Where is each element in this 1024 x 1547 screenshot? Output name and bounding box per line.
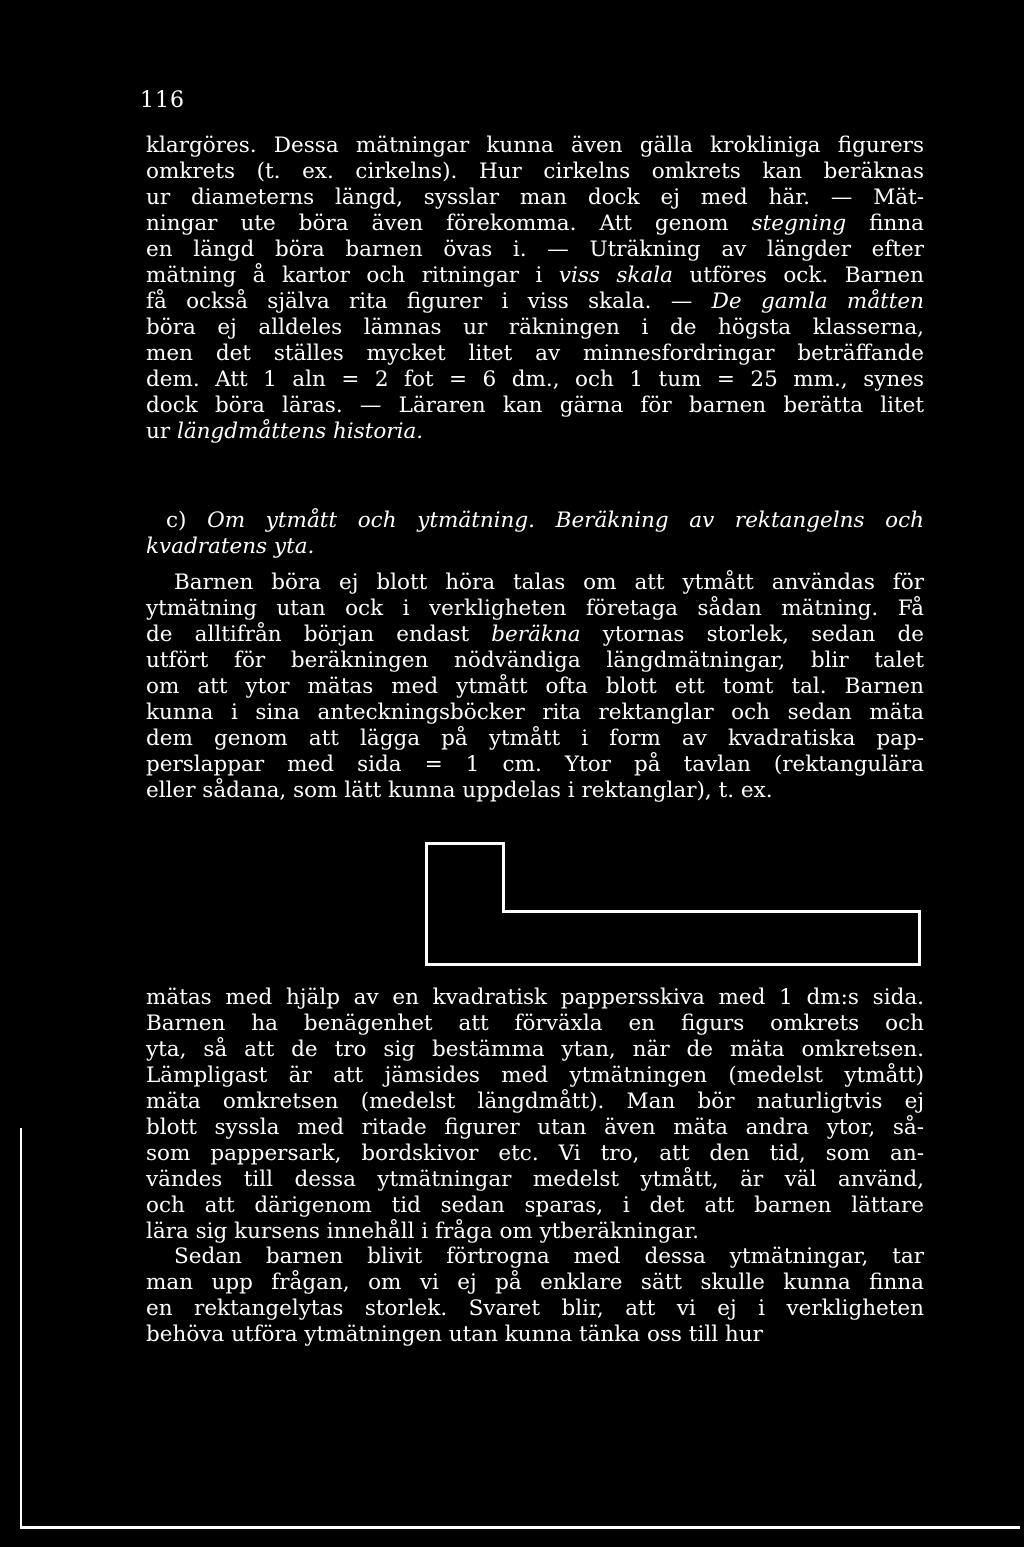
text-line	[146, 534, 924, 560]
paragraph-area-measurement	[146, 570, 924, 804]
paragraph-perimeter-vs-area	[146, 985, 924, 1245]
text-run: som pappersark, bordskivor etc. Vi tro, att den tid, som an-	[146, 1141, 924, 1166]
text-line	[146, 985, 924, 1011]
page-number: 116	[140, 88, 185, 113]
text-line	[146, 1270, 924, 1296]
text-line	[146, 237, 924, 263]
text-run: klargöres. Dessa mätningar kunna även gälla krokliniga figurers	[146, 133, 924, 158]
text-run: utfört för beräkningen nödvändiga längdmätningar, blir talet	[146, 648, 924, 673]
text-run: perslappar med sida = 1 cm. Ytor på tavlan (rektangulära	[146, 752, 924, 777]
text-line	[146, 133, 924, 159]
paragraph-length-measurement	[146, 133, 924, 445]
italic-text: längdmåttens historia.	[176, 419, 424, 444]
text-line	[146, 289, 924, 315]
text-line	[146, 1193, 924, 1219]
italic-text: Om ytmått och ytmätning. Beräkning av rektangelns och	[207, 508, 924, 533]
text-run: lära sig kursens innehåll i fråga om ytberäkningar.	[146, 1219, 699, 1244]
text-line	[146, 185, 924, 211]
text-run: ningar ute böra även förekomma. Att genom	[146, 211, 752, 236]
text-run: dock böra läras. — Läraren kan gärna för barnen berätta litet	[146, 393, 924, 418]
text-run: böra ej alldeles lämnas ur räkningen i de högsta klasserna,	[146, 315, 924, 340]
text-run: ytornas storlek, sedan de	[580, 622, 924, 647]
text-run: blott syssla med ritade figurer utan även mäta andra ytor, så-	[146, 1115, 924, 1140]
text-line	[146, 508, 924, 534]
text-run: man upp frågan, om vi ej på enklare sätt skulle kunna finna	[146, 1270, 924, 1295]
text-line	[146, 341, 924, 367]
text-run: c)	[166, 508, 208, 533]
text-run: om att ytor mätas med ytmått ofta blott ett tomt tal. Barnen	[146, 674, 924, 699]
text-run: Sedan barnen blivit förtrogna med dessa ytmätningar, tar	[174, 1244, 924, 1269]
text-line	[146, 596, 924, 622]
text-run: Barnen ha benägenhet att förväxla en figurs omkrets och	[146, 1011, 924, 1036]
text-line	[146, 1037, 924, 1063]
text-run: ytmätning utan ock i verkligheten företaga sådan mätning. Få	[146, 596, 924, 621]
text-line	[146, 1063, 924, 1089]
text-run: Barnen böra ej blott höra talas om att ytmått användas för	[174, 570, 924, 595]
text-run: de alltifrån början endast	[146, 622, 492, 647]
text-run: omkrets (t. ex. cirkelns). Hur cirkelns omkrets kan beräknas	[146, 159, 924, 184]
text-line	[146, 393, 924, 419]
text-line	[146, 1296, 924, 1322]
scan-edge-left	[20, 1128, 22, 1528]
text-run: en rektangelytas storlek. Svaret blir, att vi ej i verkligheten	[146, 1296, 924, 1321]
text-line	[146, 1244, 924, 1270]
text-line	[146, 622, 924, 648]
text-run: behöva utföra ytmätningen utan kunna tänka oss till hur	[146, 1322, 763, 1347]
text-line	[146, 752, 924, 778]
text-run: mätas med hjälp av en kvadratisk pappersskiva med 1 dm:s sida.	[146, 985, 924, 1010]
text-run: vändes till dessa ytmätningar medelst ytmått, är väl använd,	[146, 1167, 924, 1192]
text-run: Lämpligast är att jämsides med ytmätningen (medelst ytmått)	[146, 1063, 924, 1088]
text-run: dem genom att lägga på ytmått i form av kvadratiska pap-	[146, 726, 924, 751]
text-run: få också själva rita figurer i viss skala. —	[146, 289, 712, 314]
text-run: kunna i sina anteckningsböcker rita rektanglar och sedan mäta	[146, 700, 924, 725]
text-line	[146, 648, 924, 674]
text-line	[146, 778, 924, 804]
italic-text: kvadratens yta.	[146, 534, 315, 559]
text-line	[146, 315, 924, 341]
text-line	[146, 1141, 924, 1167]
text-line	[146, 1089, 924, 1115]
text-run: ur diameterns längd, sysslar man dock ej med här. — Mät-	[146, 185, 924, 210]
text-line	[146, 159, 924, 185]
text-line	[146, 726, 924, 752]
text-run: mätning å kartor och ritningar i	[146, 263, 559, 288]
text-run: mäta omkretsen (medelst längdmått). Man bör naturligtvis ej	[146, 1089, 924, 1114]
scan-edge-bottom	[20, 1526, 1020, 1529]
text-line	[146, 1011, 924, 1037]
text-line	[146, 367, 924, 393]
text-line	[146, 700, 924, 726]
text-line	[146, 263, 924, 289]
text-line	[146, 211, 924, 237]
text-line	[146, 570, 924, 596]
text-line	[146, 674, 924, 700]
italic-text: viss skala	[558, 263, 673, 288]
italic-text: stegning	[751, 211, 847, 236]
text-run: eller sådana, som lätt kunna uppdelas i rektanglar), t. ex.	[146, 778, 773, 803]
italic-text: De gamla måtten	[711, 289, 924, 314]
text-line	[146, 419, 924, 445]
text-run: och att därigenom tid sedan sparas, i det att barnen lättare	[146, 1193, 924, 1218]
text-run: dem. Att 1 aln = 2 fot = 6 dm., och 1 tum = 25 mm., synes	[146, 367, 924, 392]
text-run: men det ställes mycket litet av minnesfordringar beträffande	[146, 341, 924, 366]
text-run: yta, så att de tro sig bestämma ytan, när de mäta omkretsen.	[146, 1037, 924, 1062]
text-run: ur	[146, 419, 177, 444]
section-heading-c	[146, 508, 924, 560]
text-run: en längd böra barnen övas i. — Uträkning av längder efter	[146, 237, 924, 262]
l-shape-figure	[425, 842, 921, 966]
text-line	[146, 1219, 924, 1245]
italic-text: beräkna	[491, 622, 581, 647]
text-line	[146, 1167, 924, 1193]
text-run: finna	[846, 211, 924, 236]
text-run: utföres ock. Barnen	[672, 263, 925, 288]
text-line	[146, 1322, 924, 1348]
paragraph-rectangle-area	[146, 1244, 924, 1348]
text-line	[146, 1115, 924, 1141]
